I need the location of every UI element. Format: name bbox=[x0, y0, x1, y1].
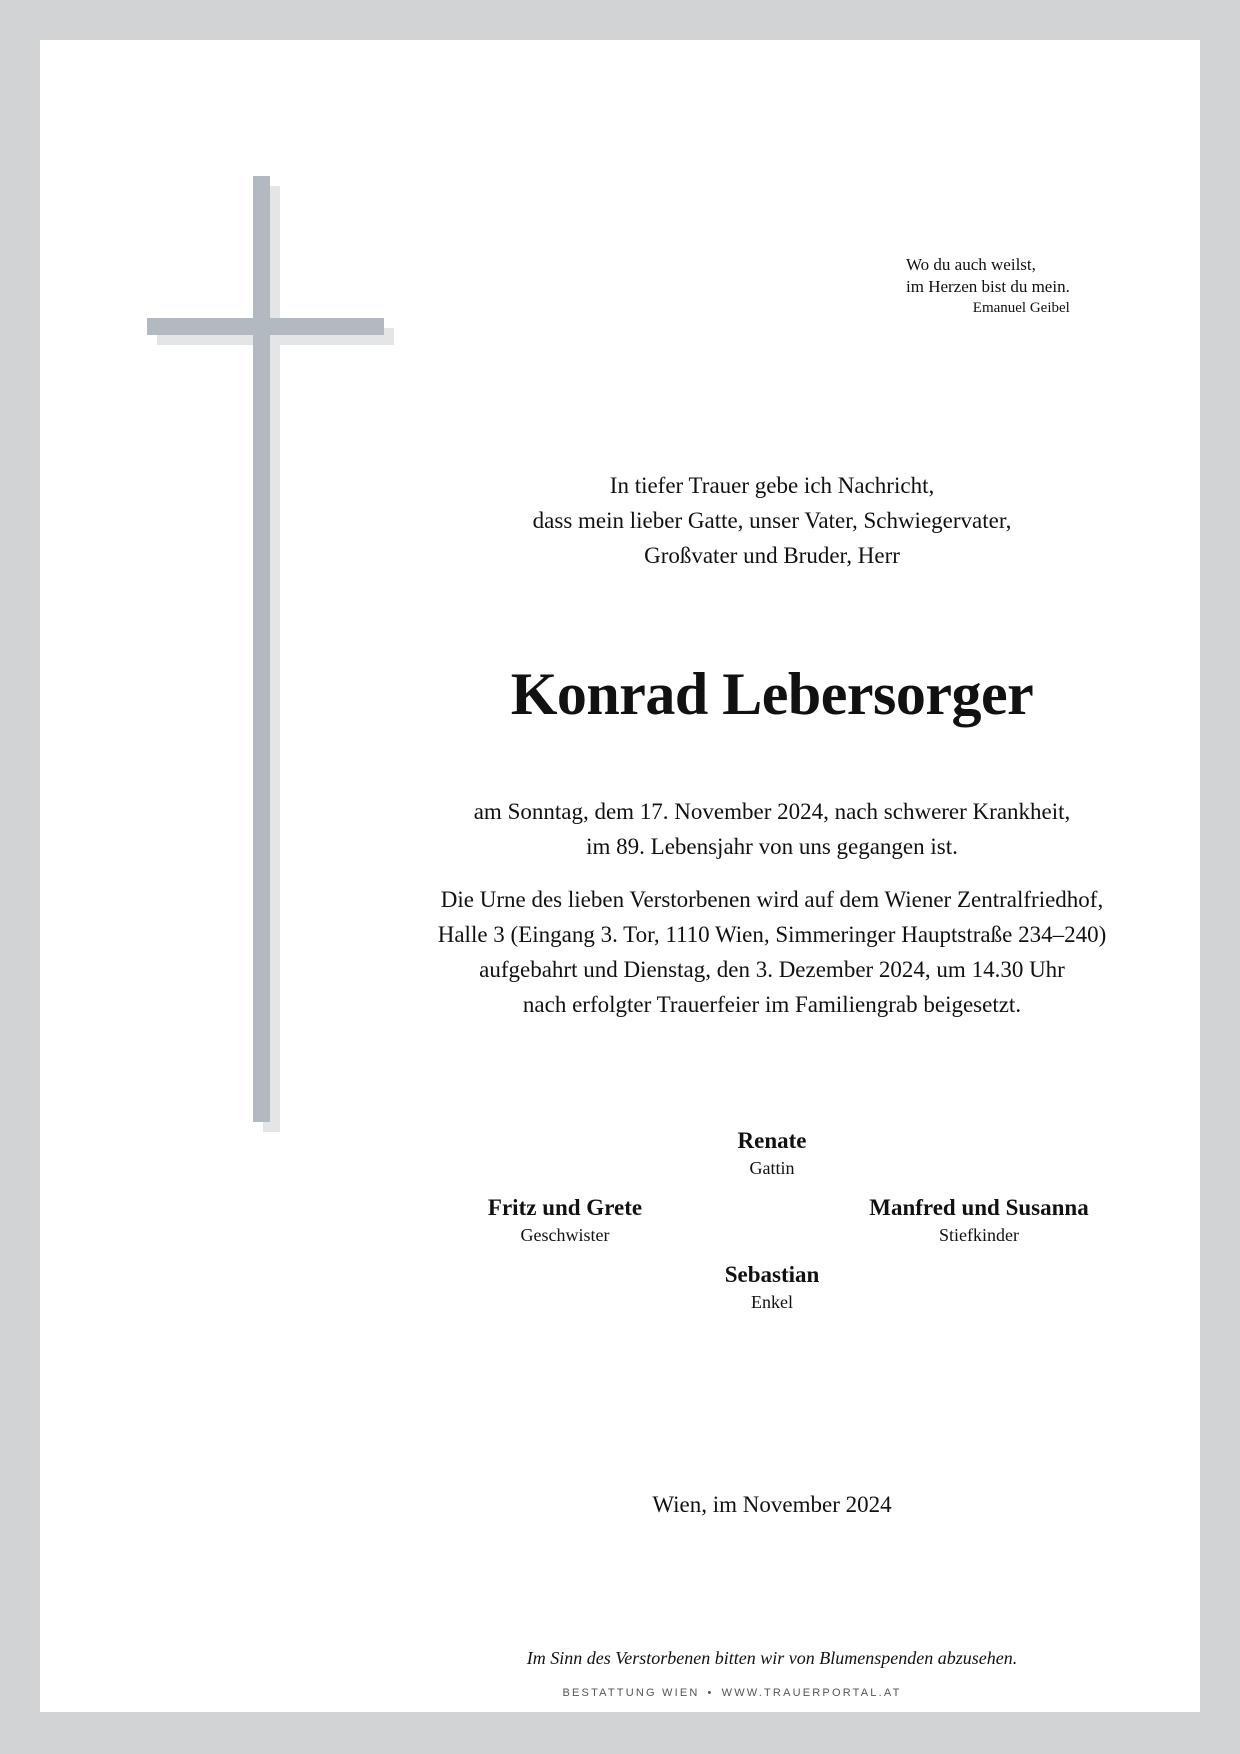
quote-line: Wo du auch weilst, bbox=[906, 255, 1036, 274]
mourner-renate bbox=[572, 1126, 972, 1180]
deceased-name: Konrad Lebersorger bbox=[510, 661, 1034, 727]
mourner-fritz-grete bbox=[365, 1193, 765, 1247]
mourner-name: Manfred und Susanna bbox=[869, 1195, 1089, 1220]
funeral-details bbox=[370, 882, 1174, 1022]
quote-line: im Herzen bist du mein. bbox=[906, 277, 1070, 296]
obituary-page bbox=[40, 40, 1200, 1712]
mourner-relation: Geschwister bbox=[520, 1225, 610, 1245]
footer-company: BESTATTUNG WIEN bbox=[562, 1687, 700, 1699]
funeral-line: Halle 3 (Eingang 3. Tor, 1110 Wien, Simmeringer Hauptstraße 234–240) bbox=[437, 922, 1107, 947]
mourner-manfred-susanna bbox=[779, 1193, 1179, 1247]
death-line: im 89. Lebensjahr von uns gegangen ist. bbox=[586, 834, 958, 859]
funeral-line: nach erfolgter Trauerfeier im Familiengrab beigesetzt. bbox=[522, 992, 1022, 1017]
mourner-relation: Enkel bbox=[751, 1292, 793, 1312]
mourner-name: Sebastian bbox=[724, 1262, 820, 1287]
funeral-line: Die Urne des lieben Verstorbenen wird auf dem Wiener Zentralfriedhof, bbox=[440, 887, 1104, 912]
place-date: Wien, im November 2024 bbox=[652, 1492, 892, 1517]
quote-block bbox=[906, 254, 1070, 318]
flower-note: Im Sinn des Verstorbenen bitten wir von Blumenspenden abzusehen. bbox=[526, 1648, 1018, 1668]
mourner-sebastian bbox=[572, 1260, 972, 1314]
intro-line: dass mein lieber Gatte, unser Vater, Schwiegervater, bbox=[532, 508, 1012, 533]
mourner-relation: Gattin bbox=[749, 1158, 795, 1178]
mourner-relation: Stiefkinder bbox=[939, 1225, 1019, 1245]
cross-beam-horizontal bbox=[147, 318, 384, 335]
quote-author: Emanuel Geibel bbox=[972, 300, 1070, 316]
death-line: am Sonntag, dem 17. November 2024, nach schwerer Krankheit, bbox=[473, 799, 1071, 824]
mourner-name: Fritz und Grete bbox=[487, 1195, 643, 1220]
intro-line: Großvater und Bruder, Herr bbox=[644, 543, 900, 568]
footer-website: WWW.TRAUERPORTAL.AT bbox=[721, 1687, 902, 1699]
mourner-name: Renate bbox=[737, 1128, 807, 1153]
intro-text bbox=[370, 468, 1174, 573]
intro-line: In tiefer Trauer gebe ich Nachricht, bbox=[609, 473, 935, 498]
footer-separator: • bbox=[707, 1687, 714, 1699]
funeral-line: aufgebahrt und Dienstag, den 3. Dezember 2024, um 14.30 Uhr bbox=[479, 957, 1065, 982]
footer bbox=[330, 1686, 1134, 1700]
death-notice bbox=[370, 794, 1174, 864]
